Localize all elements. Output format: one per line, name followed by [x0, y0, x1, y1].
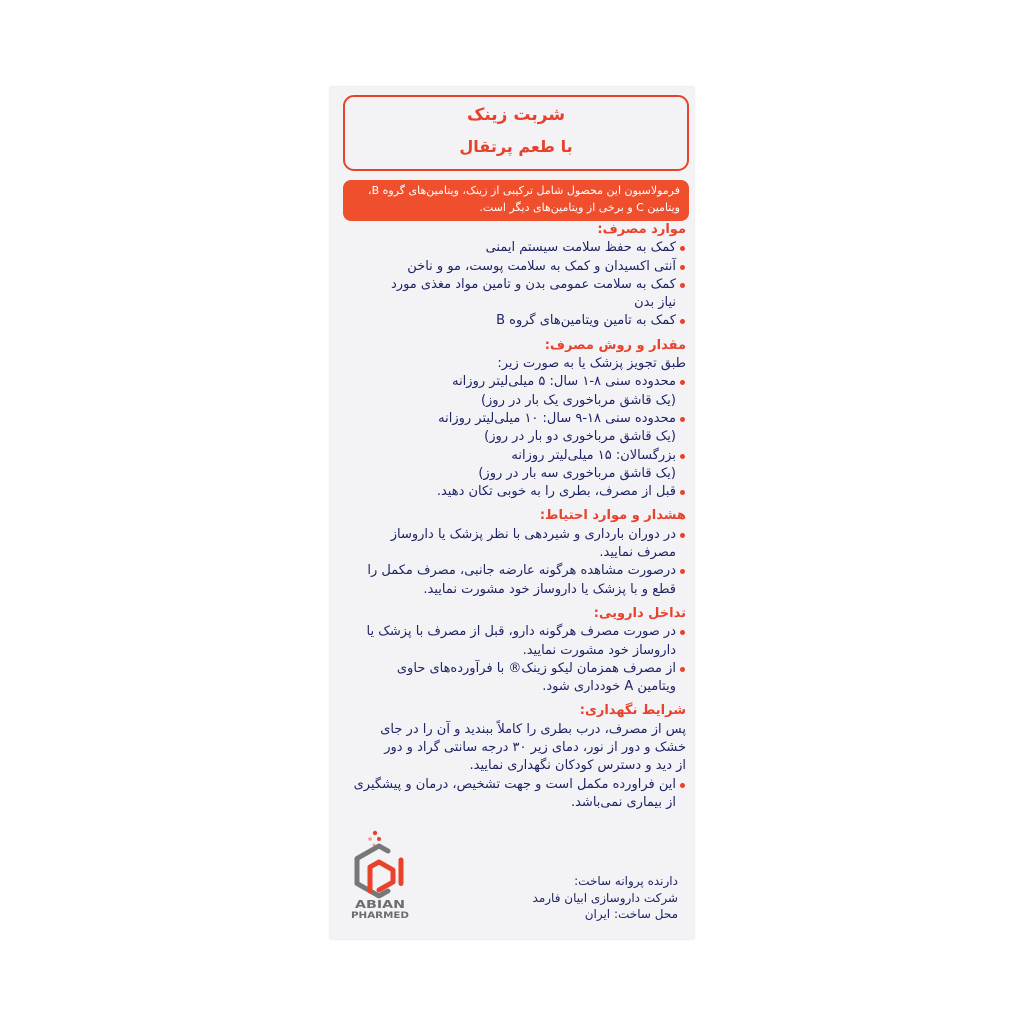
bullet-dot — [680, 454, 685, 459]
list-item — [336, 562, 686, 599]
section-heading: تداخل دارویی: — [593, 605, 686, 621]
product-flavor: با طعم پرتقال — [459, 137, 573, 156]
origin-country: محل ساخت: ایران — [584, 907, 678, 921]
bullet-dot — [680, 265, 685, 270]
formulation-box — [343, 180, 689, 221]
logo-brand-text: ABIAN — [355, 898, 405, 911]
item-line: کمک به سلامت عمومی بدن و تامین مواد مغذی مورد — [391, 276, 676, 292]
list-item — [336, 623, 686, 660]
list-item — [336, 373, 686, 410]
bullet-dot — [680, 417, 685, 422]
section-uses — [336, 221, 686, 331]
item-line: آنتی اکسیدان و کمک به سلامت پوست، مو و ناخن — [407, 258, 676, 274]
item-line: محدوده سنی ۱۸-۹ سال: ۱۰ میلی‌لیتر روزانه — [438, 410, 676, 426]
section-storage — [336, 702, 686, 812]
bullet-dot — [680, 533, 685, 538]
bullet-dot — [680, 783, 685, 788]
section-heading: هشدار و موارد احتیاط: — [539, 508, 686, 524]
section-intro-line: طبق تجویز پزشک یا به صورت زیر: — [497, 356, 686, 372]
section-intro-line: خشک و دور از نور، دمای زیر ۳۰ درجه سانتی گراد و دور — [384, 740, 686, 756]
bullet-dot — [680, 490, 685, 495]
logo-dot — [368, 837, 372, 841]
list-item — [336, 483, 686, 501]
manufacturer-info — [470, 873, 678, 923]
item-line: قبل از مصرف، بطری را به خوبی تکان دهید. — [436, 484, 676, 500]
bullet-dot — [680, 667, 685, 672]
formulation-line: ویتامین C و برخی از ویتامین‌های دیگر است. — [479, 200, 680, 214]
license-holder-label: دارنده پروانه ساخت: — [574, 874, 678, 888]
item-line: (یک قاشق مرباخوری سه بار در روز) — [478, 465, 676, 481]
item-line: (یک قاشق مرباخوری یک بار در روز) — [480, 392, 676, 408]
item-line: از بیماری نمی‌باشد. — [570, 794, 676, 810]
section-interactions — [336, 605, 686, 696]
item-line: ویتامین A خودداری شود. — [542, 679, 676, 695]
item-line: محدوده سنی ۸-۱ سال: ۵ میلی‌لیتر روزانه — [452, 374, 676, 390]
section-dosage — [336, 337, 686, 502]
section-intro-line: از دید و دسترس کودکان نگهداری نمایید. — [469, 758, 686, 774]
list-item — [336, 776, 686, 813]
bullet-dot — [680, 319, 685, 324]
bullet-dot — [680, 283, 685, 288]
item-line: مصرف نمایید. — [599, 545, 676, 561]
logo-mark-red — [370, 862, 393, 891]
section-heading: شرایط نگهداری: — [579, 703, 686, 719]
item-line: قطع و با پزشک یا داروساز خود مشورت نمایید. — [423, 581, 676, 597]
item-line: کمک به حفظ سلامت سیستم ایمنی — [485, 240, 676, 256]
bullet-dot — [680, 380, 685, 385]
item-line: در صورت مصرف هرگونه دارو، قبل از مصرف با پزشک یا — [366, 624, 676, 640]
product-title-box — [343, 95, 689, 171]
logo-dot — [373, 831, 377, 835]
item-line: داروساز خود مشورت نمایید. — [522, 642, 676, 658]
list-item — [336, 410, 686, 447]
section-warnings — [336, 507, 686, 598]
section-heading: مقدار و روش مصرف: — [544, 337, 686, 353]
item-line: از مصرف همزمان لیکو زینک® با فرآورده‌های حاوی — [396, 660, 676, 676]
abian-pharmed-logo-icon — [346, 826, 416, 922]
item-line: (یک قاشق مرباخوری دو بار در روز) — [484, 429, 676, 445]
manufacturer-name: شرکت داروسازی ابیان فارمد — [532, 890, 678, 905]
item-line: درصورت مشاهده هرگونه عارضه جانبی، مصرف مکمل را — [367, 563, 676, 579]
list-item — [336, 312, 686, 330]
bullet-dot — [680, 630, 685, 635]
section-intro-line: پس از مصرف، درب بطری را کاملاً ببندید و آن را در جای — [380, 721, 686, 737]
item-line: در دوران بارداری و شیردهی با نظر پزشک یا داروساز — [390, 526, 676, 542]
item-line: نیاز بدن — [634, 295, 676, 311]
list-item — [336, 660, 686, 697]
item-line: این فراورده مکمل است و جهت تشخیص، درمان و پیشگیری — [353, 776, 676, 792]
logo-brand-sub-text: PHARMED — [351, 911, 409, 921]
logo-dot — [377, 837, 381, 841]
list-item — [336, 276, 686, 313]
bullet-dot — [680, 246, 685, 251]
bullet-dot — [680, 569, 685, 574]
section-heading: موارد مصرف: — [597, 222, 686, 237]
list-item — [336, 239, 686, 257]
leaflet-body — [336, 221, 686, 812]
formulation-line: فرمولاسیون این محصول شامل ترکیبی از زینک، ویتامین‌های گروه B، — [368, 183, 680, 197]
item-line: کمک به تامین ویتامین‌های گروه B — [496, 313, 676, 329]
list-item — [336, 258, 686, 276]
item-line: بزرگسالان: ۱۵ میلی‌لیتر روزانه — [511, 447, 676, 463]
product-title: شربت زینک — [466, 105, 566, 125]
list-item — [336, 526, 686, 563]
list-item — [336, 447, 686, 484]
